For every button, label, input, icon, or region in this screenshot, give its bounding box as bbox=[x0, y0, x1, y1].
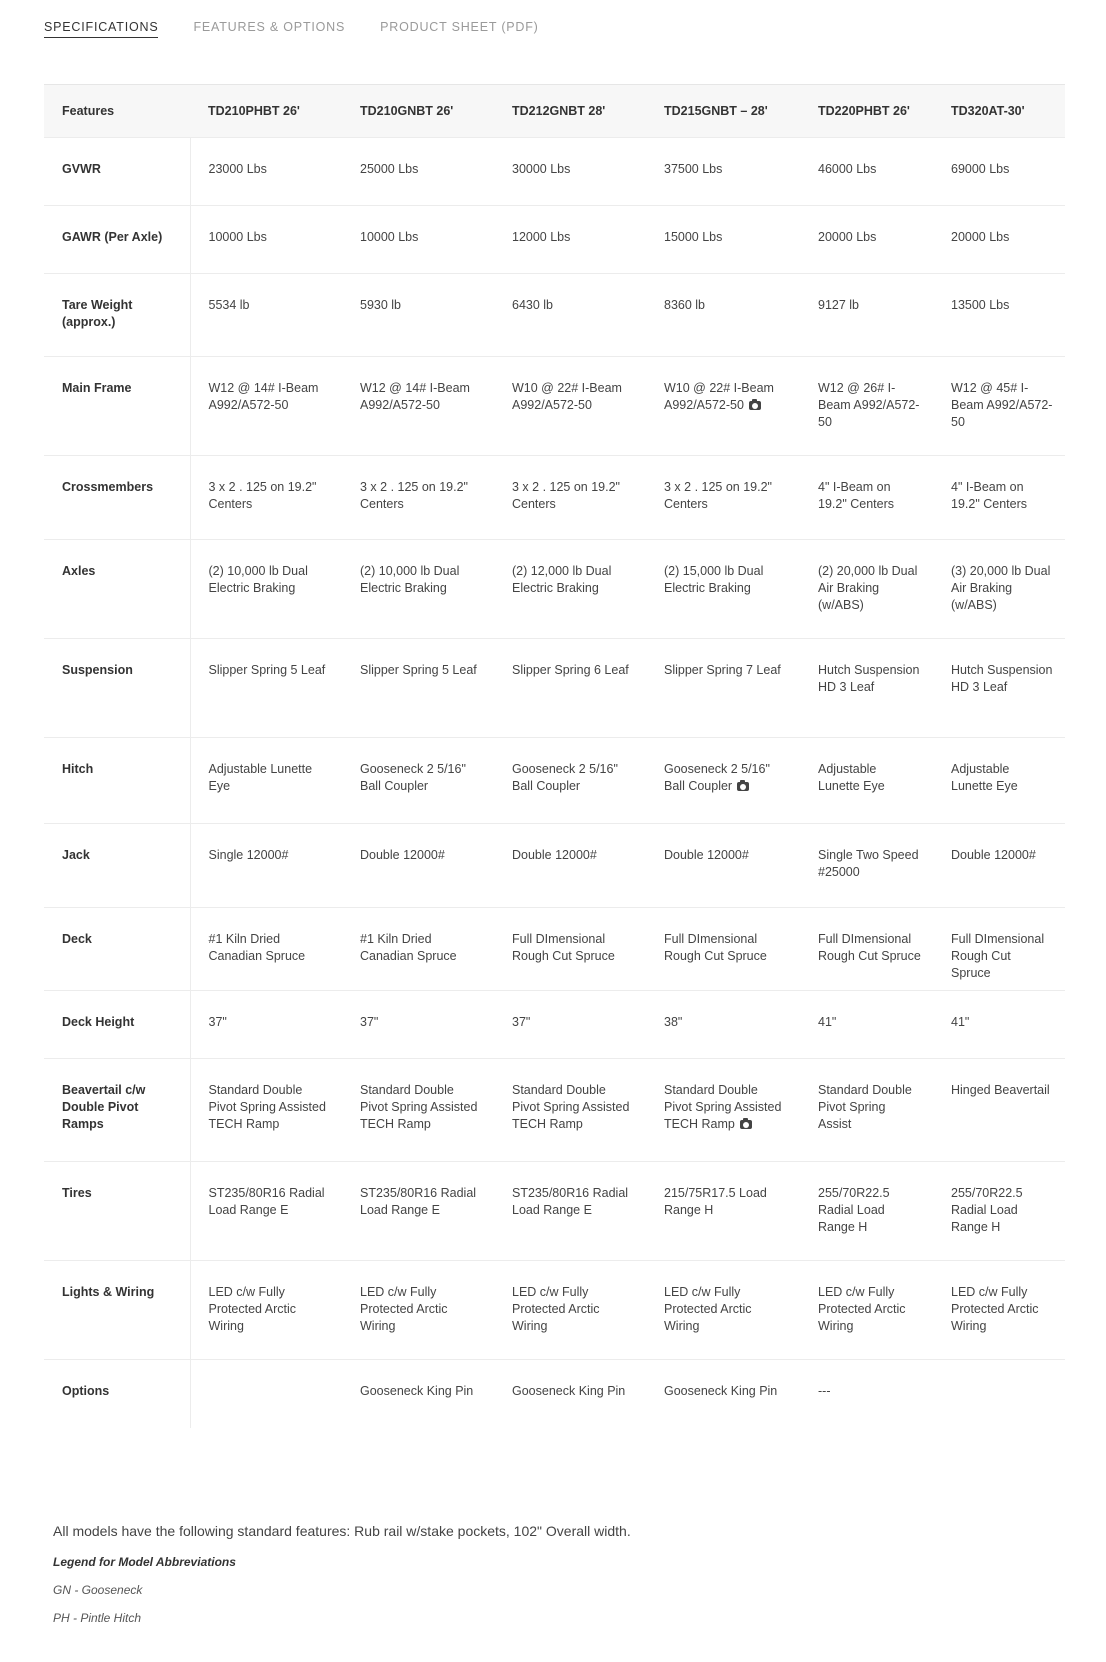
spec-value: Double 12000# bbox=[360, 848, 445, 862]
spec-cell bbox=[190, 206, 342, 274]
spec-cell bbox=[190, 738, 342, 824]
spec-value: Double 12000# bbox=[664, 848, 749, 862]
spec-cell bbox=[800, 1162, 933, 1261]
spec-cell bbox=[342, 274, 494, 357]
spec-value: 4" I-Beam on 19.2" Centers bbox=[951, 480, 1028, 511]
spec-value: Adjustable Lunette Eye bbox=[951, 762, 1018, 793]
table-row bbox=[44, 274, 1065, 357]
spec-value: 5534 lb bbox=[208, 298, 250, 312]
spec-cell bbox=[933, 991, 1065, 1059]
spec-value: 215/75R17.5 Load Range H bbox=[664, 1186, 767, 1217]
spec-cell bbox=[800, 1059, 933, 1162]
spec-cell bbox=[494, 1261, 646, 1360]
spec-value: Single Two Speed #25000 bbox=[818, 848, 919, 879]
spec-cell bbox=[646, 456, 800, 540]
spec-cell bbox=[646, 1059, 800, 1162]
header-model: TD210GNBT 26' bbox=[342, 85, 494, 138]
feature-label: Tare Weight (approx.) bbox=[44, 274, 190, 357]
header-model: TD212GNBT 28' bbox=[494, 85, 646, 138]
spec-value: W12 @ 14# I-Beam A992/A572-50 bbox=[208, 381, 319, 412]
spec-value: Adjustable Lunette Eye bbox=[818, 762, 885, 793]
spec-value: 37500 Lbs bbox=[664, 162, 723, 176]
specifications-table bbox=[44, 84, 1065, 1428]
header-model: TD320AT-30' bbox=[933, 85, 1065, 138]
spec-cell bbox=[190, 1059, 342, 1162]
spec-cell bbox=[342, 824, 494, 908]
spec-cell bbox=[494, 824, 646, 908]
spec-value: 3 x 2 . 125 on 19.2" Centers bbox=[208, 480, 317, 511]
spec-value: Slipper Spring 6 Leaf bbox=[512, 663, 629, 677]
spec-value: W10 @ 22# I-Beam A992/A572-50 bbox=[512, 381, 622, 412]
spec-cell bbox=[933, 274, 1065, 357]
spec-cell bbox=[342, 206, 494, 274]
spec-cell bbox=[494, 540, 646, 639]
spec-cell bbox=[646, 138, 800, 206]
spec-cell bbox=[646, 540, 800, 639]
header-model: TD210PHBT 26' bbox=[190, 85, 342, 138]
spec-value: 6430 lb bbox=[512, 298, 554, 312]
spec-cell bbox=[933, 138, 1065, 206]
feature-label: Lights & Wiring bbox=[44, 1261, 190, 1360]
spec-value: 23000 Lbs bbox=[208, 162, 267, 176]
feature-label: Tires bbox=[44, 1162, 190, 1261]
spec-value: W12 @ 14# I-Beam A992/A572-50 bbox=[360, 381, 470, 412]
spec-value: Gooseneck 2 5/16" Ball Coupler bbox=[512, 762, 618, 793]
header-model: TD220PHBT 26' bbox=[800, 85, 933, 138]
spec-cell bbox=[933, 1162, 1065, 1261]
table-row bbox=[44, 1059, 1065, 1162]
table-row bbox=[44, 206, 1065, 274]
spec-cell bbox=[342, 1261, 494, 1360]
spec-cell bbox=[646, 824, 800, 908]
spec-value: Standard Double Pivot Spring Assist bbox=[818, 1083, 912, 1131]
spec-cell bbox=[190, 456, 342, 540]
spec-cell bbox=[646, 274, 800, 357]
spec-value: (3) 20,000 lb Dual Air Braking (w/ABS) bbox=[951, 564, 1051, 612]
header-model: TD215GNBT – 28' bbox=[646, 85, 800, 138]
feature-label: Options bbox=[44, 1360, 190, 1428]
spec-cell bbox=[190, 1360, 342, 1428]
feature-label: Jack bbox=[44, 824, 190, 908]
spec-value: LED c/w Fully Protected Arctic Wiring bbox=[360, 1285, 448, 1333]
spec-cell bbox=[342, 639, 494, 738]
spec-value: Gooseneck 2 5/16" Ball Coupler bbox=[664, 762, 770, 793]
spec-cell bbox=[933, 206, 1065, 274]
feature-label: Hitch bbox=[44, 738, 190, 824]
spec-value: 25000 Lbs bbox=[360, 162, 419, 176]
spec-value: 20000 Lbs bbox=[818, 230, 877, 244]
spec-value: Hutch Suspension HD 3 Leaf bbox=[951, 663, 1053, 694]
spec-cell bbox=[190, 1162, 342, 1261]
spec-value: 4" I-Beam on 19.2" Centers bbox=[818, 480, 895, 511]
spec-cell bbox=[646, 738, 800, 824]
spec-cell bbox=[646, 991, 800, 1059]
spec-cell bbox=[494, 206, 646, 274]
spec-value: (2) 10,000 lb Dual Electric Braking bbox=[360, 564, 460, 595]
spec-value: Single 12000# bbox=[208, 848, 289, 862]
spec-value: LED c/w Fully Protected Arctic Wiring bbox=[818, 1285, 906, 1333]
spec-value: 41" bbox=[818, 1015, 837, 1029]
spec-value: Double 12000# bbox=[951, 848, 1036, 862]
feature-label: GVWR bbox=[44, 138, 190, 206]
table-row bbox=[44, 824, 1065, 908]
spec-cell bbox=[646, 1162, 800, 1261]
camera-icon[interactable] bbox=[740, 1120, 752, 1129]
spec-cell bbox=[933, 357, 1065, 456]
tab-specifications[interactable]: SPECIFICATIONS bbox=[44, 20, 158, 38]
table-row bbox=[44, 1162, 1065, 1261]
feature-label: Axles bbox=[44, 540, 190, 639]
spec-value: --- bbox=[818, 1384, 831, 1398]
table-row bbox=[44, 908, 1065, 991]
spec-value: Hinged Beavertail bbox=[951, 1083, 1050, 1097]
spec-value: Standard Double Pivot Spring Assisted TECH Ramp bbox=[360, 1083, 478, 1131]
spec-cell bbox=[800, 639, 933, 738]
spec-value: 69000 Lbs bbox=[951, 162, 1010, 176]
spec-cell bbox=[494, 456, 646, 540]
feature-label: Deck bbox=[44, 908, 190, 991]
table-row bbox=[44, 456, 1065, 540]
spec-cell bbox=[342, 1059, 494, 1162]
spec-value: #1 Kiln Dried Canadian Spruce bbox=[360, 932, 457, 963]
spec-cell bbox=[800, 908, 933, 991]
spec-value: Gooseneck King Pin bbox=[360, 1384, 474, 1398]
spec-cell bbox=[494, 991, 646, 1059]
feature-label: Deck Height bbox=[44, 991, 190, 1059]
table-body bbox=[44, 138, 1065, 1428]
spec-value: 37" bbox=[360, 1015, 379, 1029]
spec-cell bbox=[800, 274, 933, 357]
spec-cell bbox=[646, 1360, 800, 1428]
spec-value: Standard Double Pivot Spring Assisted TECH Ramp bbox=[512, 1083, 630, 1131]
spec-value: #1 Kiln Dried Canadian Spruce bbox=[208, 932, 306, 963]
spec-value: Gooseneck King Pin bbox=[512, 1384, 626, 1398]
spec-value: (2) 15,000 lb Dual Electric Braking bbox=[664, 564, 764, 595]
table-row bbox=[44, 991, 1065, 1059]
spec-cell bbox=[342, 738, 494, 824]
spec-cell bbox=[800, 138, 933, 206]
spec-value: 255/70R22.5 Radial Load Range H bbox=[818, 1186, 890, 1234]
spec-cell bbox=[342, 138, 494, 206]
feature-label: Beavertail c/w Double Pivot Ramps bbox=[44, 1059, 190, 1162]
spec-cell bbox=[933, 639, 1065, 738]
spec-cell bbox=[342, 1162, 494, 1261]
spec-cell bbox=[800, 738, 933, 824]
spec-value: (2) 20,000 lb Dual Air Braking (w/ABS) bbox=[818, 564, 918, 612]
feature-label: Suspension bbox=[44, 639, 190, 738]
spec-cell bbox=[190, 357, 342, 456]
spec-cell bbox=[646, 206, 800, 274]
spec-value: 10000 Lbs bbox=[360, 230, 419, 244]
table-row bbox=[44, 138, 1065, 206]
spec-cell bbox=[800, 540, 933, 639]
spec-cell bbox=[646, 908, 800, 991]
spec-value: Gooseneck 2 5/16" Ball Coupler bbox=[360, 762, 466, 793]
feature-label: Crossmembers bbox=[44, 456, 190, 540]
spec-value: 41" bbox=[951, 1015, 970, 1029]
table-row bbox=[44, 357, 1065, 456]
spec-value: 255/70R22.5 Radial Load Range H bbox=[951, 1186, 1023, 1234]
spec-value: (2) 12,000 lb Dual Electric Braking bbox=[512, 564, 612, 595]
spec-value: W12 @ 45# I-Beam A992/A572-50 bbox=[951, 381, 1053, 429]
legend-item-pintle-hitch: PH - Pintle Hitch bbox=[53, 1611, 142, 1625]
spec-value: Slipper Spring 7 Leaf bbox=[664, 663, 781, 677]
spec-cell bbox=[646, 357, 800, 456]
spec-cell bbox=[190, 824, 342, 908]
spec-cell bbox=[494, 908, 646, 991]
spec-value: 8360 lb bbox=[664, 298, 706, 312]
spec-cell bbox=[342, 1360, 494, 1428]
spec-cell bbox=[933, 824, 1065, 908]
spec-cell bbox=[800, 456, 933, 540]
feature-label: Main Frame bbox=[44, 357, 190, 456]
spec-cell bbox=[494, 357, 646, 456]
spec-cell bbox=[342, 540, 494, 639]
standard-features-note: All models have the following standard features: Rub rail w/stake pockets, 102" Overall width. bbox=[53, 1523, 631, 1539]
spec-cell bbox=[933, 738, 1065, 824]
spec-value: LED c/w Fully Protected Arctic Wiring bbox=[512, 1285, 600, 1333]
spec-value: LED c/w Fully Protected Arctic Wiring bbox=[664, 1285, 752, 1333]
tab-product-sheet-pdf[interactable]: PRODUCT SHEET (PDF) bbox=[380, 20, 539, 34]
spec-value: ST235/80R16 Radial Load Range E bbox=[360, 1186, 477, 1217]
camera-icon[interactable] bbox=[737, 782, 749, 791]
spec-value: Standard Double Pivot Spring Assisted TECH Ramp bbox=[664, 1083, 782, 1131]
feature-label: GAWR (Per Axle) bbox=[44, 206, 190, 274]
spec-value: LED c/w Fully Protected Arctic Wiring bbox=[951, 1285, 1039, 1333]
spec-cell bbox=[494, 274, 646, 357]
spec-value: ST235/80R16 Radial Load Range E bbox=[208, 1186, 325, 1217]
spec-value: 3 x 2 . 125 on 19.2" Centers bbox=[360, 480, 468, 511]
spec-cell bbox=[933, 1059, 1065, 1162]
spec-cell bbox=[494, 138, 646, 206]
spec-cell bbox=[494, 1162, 646, 1261]
spec-value: 15000 Lbs bbox=[664, 230, 723, 244]
table-row bbox=[44, 1261, 1065, 1360]
spec-cell bbox=[646, 1261, 800, 1360]
spec-value: Full DImensional Rough Cut Spruce bbox=[512, 932, 615, 963]
table-row bbox=[44, 639, 1065, 738]
spec-value: 37" bbox=[512, 1015, 531, 1029]
spec-value: 38" bbox=[664, 1015, 683, 1029]
spec-value: Adjustable Lunette Eye bbox=[208, 762, 313, 793]
spec-value: 3 x 2 . 125 on 19.2" Centers bbox=[664, 480, 772, 511]
spec-cell bbox=[190, 138, 342, 206]
spec-value: 9127 lb bbox=[818, 298, 860, 312]
table-row bbox=[44, 540, 1065, 639]
spec-cell bbox=[190, 908, 342, 991]
spec-cell bbox=[190, 991, 342, 1059]
legend-item-gooseneck: GN - Gooseneck bbox=[53, 1583, 143, 1597]
spec-value: Slipper Spring 5 Leaf bbox=[360, 663, 477, 677]
camera-icon[interactable] bbox=[749, 401, 761, 410]
spec-cell bbox=[800, 1261, 933, 1360]
spec-cell bbox=[342, 908, 494, 991]
spec-value: ST235/80R16 Radial Load Range E bbox=[512, 1186, 629, 1217]
spec-cell bbox=[342, 991, 494, 1059]
spec-cell bbox=[800, 1360, 933, 1428]
spec-value: Hutch Suspension HD 3 Leaf bbox=[818, 663, 920, 694]
spec-value: 13500 Lbs bbox=[951, 298, 1010, 312]
spec-cell bbox=[342, 357, 494, 456]
spec-cell bbox=[800, 357, 933, 456]
spec-cell bbox=[933, 1360, 1065, 1428]
legend-title: Legend for Model Abbreviations bbox=[53, 1555, 236, 1569]
spec-cell bbox=[933, 456, 1065, 540]
spec-cell bbox=[933, 1261, 1065, 1360]
spec-cell bbox=[190, 1261, 342, 1360]
spec-cell bbox=[342, 456, 494, 540]
spec-value: 46000 Lbs bbox=[818, 162, 877, 176]
tab-features-options[interactable]: FEATURES & OPTIONS bbox=[193, 20, 346, 34]
spec-value: Full DImensional Rough Cut Spruce bbox=[951, 932, 1045, 980]
spec-cell bbox=[933, 540, 1065, 639]
spec-value: Double 12000# bbox=[512, 848, 597, 862]
spec-cell bbox=[494, 1059, 646, 1162]
spec-value: Slipper Spring 5 Leaf bbox=[208, 663, 326, 677]
spec-cell bbox=[494, 738, 646, 824]
spec-cell bbox=[494, 639, 646, 738]
spec-value: Gooseneck King Pin bbox=[664, 1384, 778, 1398]
spec-value: 20000 Lbs bbox=[951, 230, 1010, 244]
spec-cell bbox=[190, 274, 342, 357]
spec-value: Full DImensional Rough Cut Spruce bbox=[664, 932, 767, 963]
spec-cell bbox=[494, 1360, 646, 1428]
spec-cell bbox=[800, 206, 933, 274]
spec-value: 10000 Lbs bbox=[208, 230, 267, 244]
spec-cell bbox=[646, 639, 800, 738]
table-header-row bbox=[44, 85, 1065, 138]
table-row bbox=[44, 738, 1065, 824]
spec-value: W10 @ 22# I-Beam A992/A572-50 bbox=[664, 381, 774, 412]
spec-cell bbox=[190, 540, 342, 639]
spec-value: (2) 10,000 lb Dual Electric Braking bbox=[208, 564, 308, 595]
spec-value: 5930 lb bbox=[360, 298, 402, 312]
spec-value: LED c/w Fully Protected Arctic Wiring bbox=[208, 1285, 297, 1333]
spec-value: W12 @ 26# I-Beam A992/A572-50 bbox=[818, 381, 920, 429]
spec-tabs bbox=[44, 20, 574, 38]
spec-value: 3 x 2 . 125 on 19.2" Centers bbox=[512, 480, 620, 511]
spec-cell bbox=[190, 639, 342, 738]
spec-value: 30000 Lbs bbox=[512, 162, 571, 176]
spec-cell bbox=[933, 908, 1065, 991]
header-features: Features bbox=[44, 85, 190, 138]
table-row bbox=[44, 1360, 1065, 1428]
spec-cell bbox=[800, 991, 933, 1059]
spec-value: Full DImensional Rough Cut Spruce bbox=[818, 932, 921, 963]
spec-cell bbox=[800, 824, 933, 908]
spec-value: 37" bbox=[208, 1015, 227, 1029]
spec-value: Standard Double Pivot Spring Assisted TECH Ramp bbox=[208, 1083, 326, 1131]
spec-value: 12000 Lbs bbox=[512, 230, 571, 244]
